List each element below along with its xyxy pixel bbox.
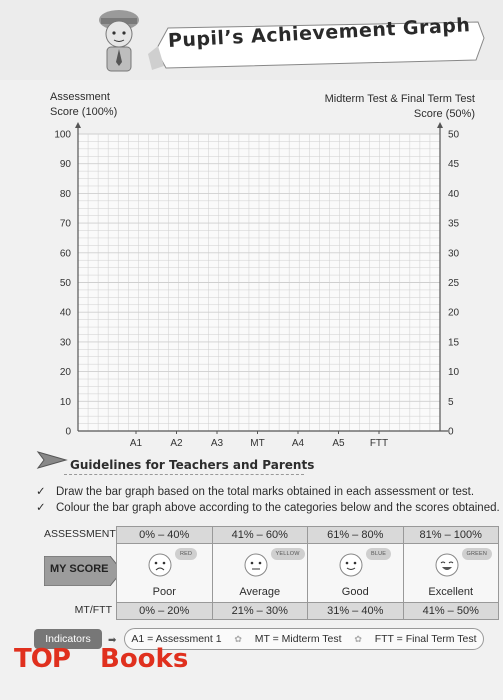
- achievement-chart: [0, 120, 503, 455]
- category-cell: [212, 544, 308, 602]
- x-tick-label: MT: [250, 438, 265, 449]
- y-tick-label: 30: [59, 337, 71, 349]
- sad-face-icon: [147, 552, 173, 578]
- guideline-text: Colour the bar graph above according to the categories below and the scores obtained.: [56, 502, 500, 514]
- y-tick-label: 20: [59, 367, 71, 379]
- left-axis-title-line2: Score (100%): [50, 106, 118, 118]
- range-cell: 61% – 80%: [307, 527, 403, 543]
- mtftt-range-row: [116, 602, 499, 620]
- category-cell: [403, 544, 499, 602]
- neutral-face-icon: [243, 552, 269, 578]
- x-tick-label: A3: [210, 438, 224, 449]
- range-cell: 41% – 60%: [212, 527, 308, 543]
- right-axis-title-line2: Score (50%): [413, 108, 475, 120]
- y2-tick-label: 5: [448, 396, 454, 408]
- category-cell: [117, 544, 212, 602]
- range-cell: 21% – 30%: [212, 603, 308, 619]
- range-cell: 0% – 20%: [139, 605, 190, 617]
- y-tick-label: 100: [54, 129, 71, 141]
- y2-tick-label: 45: [448, 159, 460, 171]
- guideline-item: [36, 484, 500, 500]
- y2-tick-label: 50: [448, 129, 460, 141]
- arrow-right-icon: ➡: [108, 635, 117, 646]
- y2-tick-label: 35: [448, 218, 460, 230]
- my-score-label: MY SCORE: [50, 563, 109, 575]
- happy-face-icon: [434, 552, 460, 578]
- watermark-top: TOP: [14, 644, 70, 674]
- x-tick-label: A4: [291, 438, 305, 449]
- colour-tag: BLUE: [366, 548, 391, 560]
- indicators-label: Indicators: [34, 629, 102, 649]
- category-label: Poor: [152, 586, 176, 598]
- flower-bullet-icon: ✿: [354, 633, 362, 644]
- range-cell: 81% – 100%: [403, 527, 499, 543]
- category-cell: [307, 544, 403, 602]
- checkmark-icon: ✓: [36, 502, 46, 514]
- x-tick-label: A1: [129, 438, 143, 449]
- y-tick-label: 70: [59, 218, 71, 230]
- smile-face-icon: [338, 552, 364, 578]
- page-title: Pupil’s Achievement Graph: [167, 14, 471, 52]
- right-axis-title: [325, 92, 475, 122]
- range-cell: 0% – 40%: [139, 529, 190, 541]
- colour-tag: GREEN: [462, 548, 493, 560]
- indicator-item: MT = Midterm Test: [254, 633, 342, 645]
- y2-tick-label: 20: [448, 307, 460, 319]
- x-tick-label: FTT: [369, 438, 389, 449]
- range-cell: 31% – 40%: [307, 603, 403, 619]
- guidelines-title: Guidelines for Teachers and Parents: [70, 458, 315, 472]
- y2-tick-label: 15: [448, 337, 460, 349]
- mtftt-row-label: MT/FTT: [74, 604, 112, 616]
- y2-tick-label: 10: [448, 367, 460, 379]
- y-tick-label: 80: [59, 188, 71, 200]
- guidelines-list: [36, 484, 500, 516]
- y2-tick-label: 30: [448, 248, 460, 260]
- guidelines-underline: [64, 474, 304, 475]
- indicator-item: FTT = Final Term Test: [374, 633, 477, 645]
- pen-icon: [36, 448, 70, 470]
- mascot-boy-icon: [88, 4, 150, 76]
- y-tick-label: 90: [59, 159, 71, 171]
- guideline-item: [36, 500, 500, 516]
- watermark-books: Books: [100, 644, 189, 674]
- y-tick-label: 0: [65, 426, 71, 438]
- y-tick-label: 40: [59, 307, 71, 319]
- category-label: Good: [341, 586, 369, 598]
- category-row: [116, 544, 499, 602]
- y2-tick-label: 25: [448, 278, 460, 289]
- left-axis-arrow: [75, 122, 81, 128]
- checkmark-icon: ✓: [36, 486, 46, 498]
- flower-bullet-icon: ✿: [234, 633, 242, 644]
- x-tick-label: A2: [170, 438, 183, 449]
- range-cell: 41% – 50%: [403, 603, 499, 619]
- assessment-range-row: [116, 526, 499, 544]
- indicator-item: A1 = Assessment 1: [131, 633, 222, 645]
- y2-tick-label: 0: [448, 426, 454, 438]
- assessment-row-label: ASSESSMENT: [44, 528, 116, 540]
- y2-tick-label: 40: [448, 188, 460, 200]
- category-label: Average: [239, 586, 281, 598]
- y-tick-label: 60: [59, 248, 71, 260]
- right-axis-title-line1: Midterm Test & Final Term Test: [324, 93, 475, 105]
- left-axis-title-line1: Assessment: [50, 91, 110, 103]
- category-label: Excellent: [428, 586, 474, 598]
- right-axis-arrow: [437, 122, 443, 128]
- left-axis-title: [50, 90, 117, 120]
- colour-tag: YELLOW: [271, 548, 305, 560]
- guideline-text: Draw the bar graph based on the total marks obtained in each assessment or test.: [56, 486, 475, 498]
- x-tick-label: A5: [332, 438, 345, 449]
- y-tick-label: 50: [59, 278, 71, 289]
- colour-tag: RED: [175, 548, 197, 560]
- y-tick-label: 10: [59, 396, 71, 408]
